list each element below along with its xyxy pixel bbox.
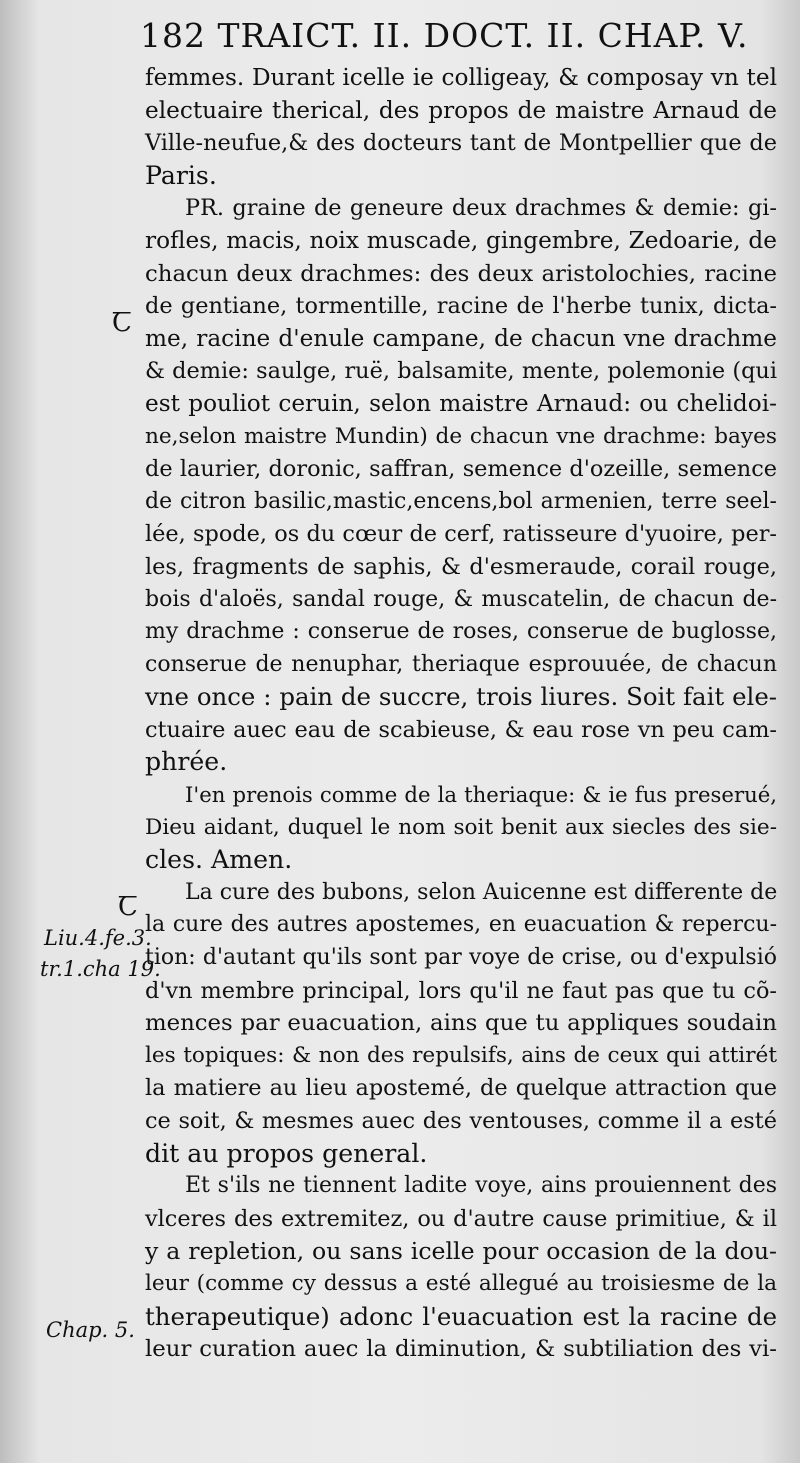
text-line: ne,selon maistre Mundin) de chacun vne drachme: bayes xyxy=(145,423,777,449)
text-line: vne once : pain de succre, trois liures. Soit fait ele- xyxy=(145,682,777,712)
text-line: PR. graine de geneure deux drachmes & demie: gi- xyxy=(185,195,777,222)
margin-note: Chap. 5. xyxy=(46,1318,135,1342)
text-line: rofles, macis, noix muscade, gingembre, Zedoarie, de xyxy=(145,226,777,254)
text-line: d'vn membre principal, lors qu'il ne faut pas que tu cõ- xyxy=(145,977,777,1004)
text-line: my drachme : conserue de roses, conserue de buglosse, xyxy=(145,619,777,645)
text-line: dit au propos general. xyxy=(145,1138,428,1168)
text-line: Et s'ils ne tiennent ladite voye, ains prouiennent des xyxy=(185,1173,777,1199)
text-line: tion: d'autant qu'ils sont par voye de crise, ou d'expulsió xyxy=(145,945,777,971)
text-line: de gentiane, tormentille, racine de l'herbe tunix, dicta- xyxy=(145,293,777,320)
text-line: femmes. Durant icelle ie colligeay, & composay vn tel xyxy=(145,64,777,91)
text-line: Paris. xyxy=(145,160,217,190)
text-line: les, fragments de saphis, & d'esmeraude, corail rouge, xyxy=(145,553,777,580)
text-line: ctuaire auec eau de scabieuse, & eau rose vn peu cam- xyxy=(145,716,777,743)
text-line: y a repletion, ou sans icelle pour occasion de la dou- xyxy=(145,1237,777,1266)
text-line: mences par euacuation, ains que tu appliques soudain xyxy=(145,1010,777,1037)
text-line: ce soit, & mesmes auec des ventouses, comme il a esté xyxy=(145,1108,777,1134)
margin-note: tr.1.cha 19. xyxy=(40,957,161,981)
text-line: me, racine d'enule campane, de chacun vne drachme xyxy=(145,324,777,352)
text-line: la matiere au lieu apostemé, de quelque attraction que xyxy=(145,1075,777,1102)
text-line: est pouliot ceruin, selon maistre Arnaud: ou chelidoi- xyxy=(145,389,777,417)
running-header: 182 TRAICT. II. DOCT. II. CHAP. V. xyxy=(140,16,749,55)
text-line: vlceres des extremitez, ou d'autre cause primitiue, & il xyxy=(145,1205,777,1232)
text-line: conserue de nenuphar, theriaque esprouuée, de chacun xyxy=(145,651,777,677)
text-line: leur (comme cy dessus a esté allegué au troisiesme de la xyxy=(145,1270,777,1296)
text-line: Dieu aidant, duquel le nom soit benit aux siecles des sie- xyxy=(145,814,777,840)
text-line: & demie: saulge, ruë, balsamite, mente, polemonie (qui xyxy=(145,358,777,385)
text-line: lée, spode, os du cœur de cerf, ratisseure d'yuoire, per- xyxy=(145,521,777,548)
text-line: de laurier, doronic, saffran, semence d'ozeille, semence xyxy=(145,456,777,483)
text-line: phrée. xyxy=(145,747,228,777)
text-line: les topiques: & non des repulsifs, ains de ceux qui attirét xyxy=(145,1042,777,1068)
body-text xyxy=(145,62,777,1366)
text-line: I'en prenois comme de la theriaque: & ie fus preserué, xyxy=(185,782,777,808)
text-line: electuaire therical, des propos de maistre Arnaud de xyxy=(145,96,777,124)
marginal-symbol: Ꞇ xyxy=(112,308,132,338)
text-line: La cure des bubons, selon Auicenne est differente de xyxy=(185,879,778,905)
text-line: leur curation auec la diminution, & subtiliation des vi- xyxy=(145,1336,777,1363)
text-line: de citron basilic,mastic,encens,bol armenien, terre seel- xyxy=(145,488,777,514)
text-line: chacun deux drachmes: des deux aristolochies, racine xyxy=(145,260,777,287)
text-line: la cure des autres apostemes, en euacuation & repercu- xyxy=(145,912,777,938)
text-line: Ville-neufue,& des docteurs tant de Montpellier que de xyxy=(145,130,777,157)
text-line: bois d'aloës, sandal rouge, & muscatelin, de chacun de- xyxy=(145,586,777,612)
marginal-symbol: Ꞇ xyxy=(118,892,138,922)
text-line: therapeutique) adonc l'euacuation est la racine de xyxy=(145,1301,777,1331)
margin-note: Liu.4.fe.3. xyxy=(44,926,152,950)
text-line: cles. Amen. xyxy=(145,845,293,875)
